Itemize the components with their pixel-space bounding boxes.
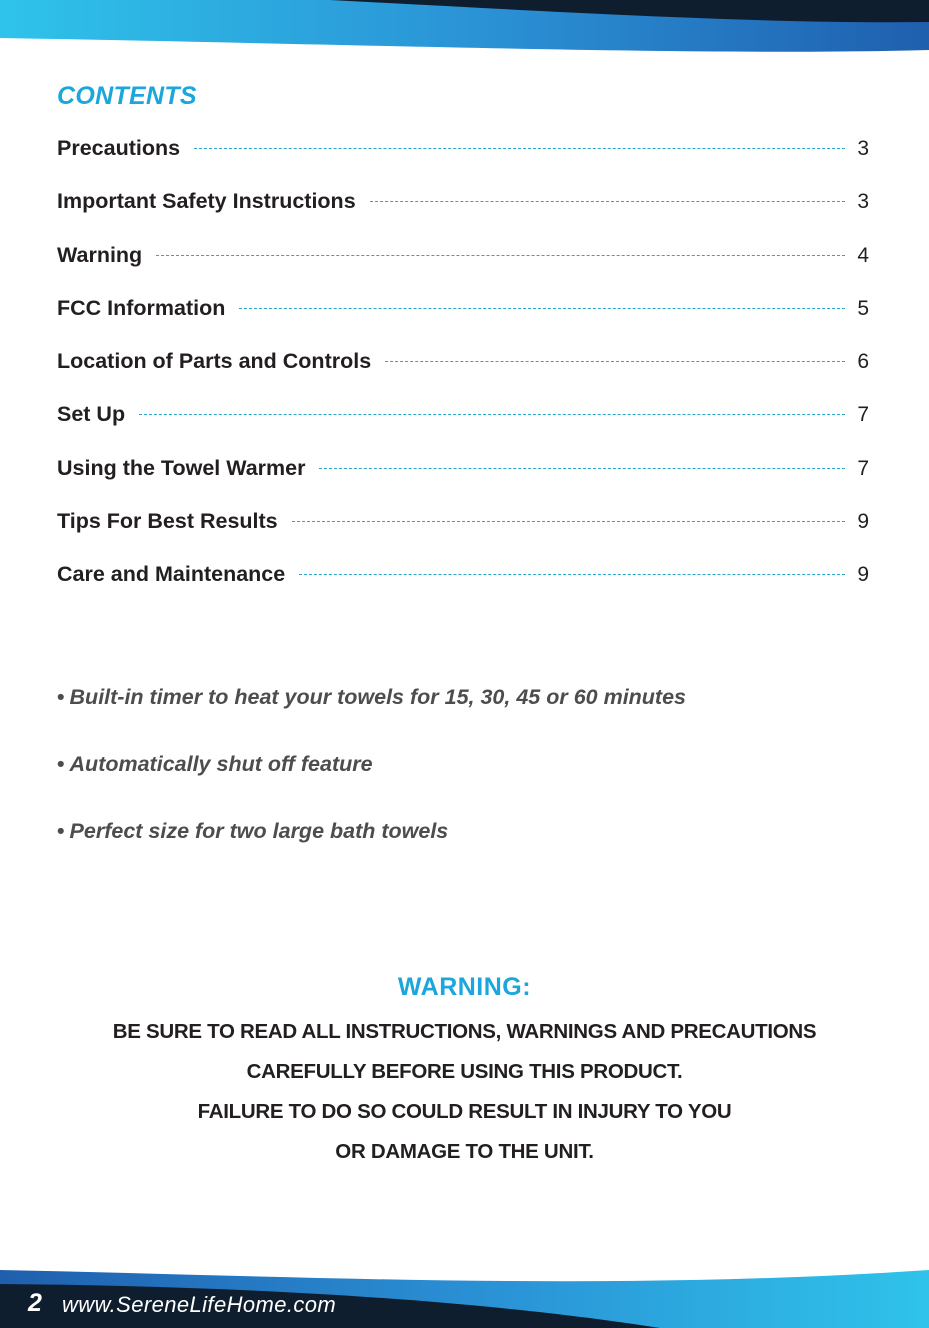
toc-entry-label: Important Safety Instructions — [57, 189, 356, 214]
bullet-icon: • — [57, 819, 65, 843]
toc-dotted-leader — [194, 148, 845, 149]
warning-line: BE SURE TO READ ALL INSTRUCTIONS, WARNINGS AND PRECAUTIONS — [112, 1020, 817, 1043]
feature-item — [57, 749, 686, 816]
toc-page-number: 7 — [857, 456, 869, 480]
toc-dotted-leader — [385, 361, 845, 362]
table-of-contents — [57, 136, 869, 616]
toc-entry-label: Warning — [57, 242, 143, 267]
feature-item — [57, 682, 686, 749]
toc-dotted-leader — [139, 414, 845, 415]
toc-page-number: 6 — [857, 350, 869, 374]
toc-entry[interactable] — [57, 136, 869, 189]
warning-heading: WARNING: — [397, 973, 532, 1001]
feature-text: Perfect size for two large bath towels — [69, 819, 449, 843]
bullet-icon: • — [57, 685, 65, 709]
feature-list — [57, 682, 686, 883]
feature-text: Built-in timer to heat your towels for 15, 30, 45 or 60 minutes — [69, 685, 687, 709]
warning-line: FAILURE TO DO SO COULD RESULT IN INJURY TO YOU — [197, 1100, 732, 1123]
toc-entry[interactable] — [57, 243, 869, 296]
feature-item — [57, 816, 686, 883]
toc-entry-label: Using the Towel Warmer — [57, 455, 306, 480]
toc-page-number: 3 — [857, 137, 869, 160]
contents-heading: CONTENTS — [57, 82, 197, 110]
toc-page-number: 7 — [857, 403, 869, 427]
toc-entry-label: Set Up — [57, 402, 126, 427]
toc-page-number: 5 — [857, 296, 869, 320]
toc-dotted-leader — [156, 255, 845, 256]
toc-entry[interactable] — [57, 562, 869, 615]
website-link[interactable]: www.SereneLifeHome.com — [62, 1292, 337, 1317]
toc-entry[interactable] — [57, 296, 869, 349]
toc-entry-label: Location of Parts and Controls — [57, 349, 372, 374]
toc-page-number: 9 — [857, 510, 869, 534]
feature-text: Automatically shut off feature — [69, 752, 373, 776]
warning-line: CAREFULLY BEFORE USING THIS PRODUCT. — [246, 1060, 683, 1083]
toc-page-number: 3 — [857, 190, 869, 214]
toc-page-number: 4 — [857, 243, 869, 267]
toc-entry[interactable] — [57, 456, 869, 509]
warning-message — [0, 1014, 929, 1174]
toc-entry-label: Care and Maintenance — [57, 562, 286, 587]
toc-entry[interactable] — [57, 402, 869, 455]
page-number: 2 — [28, 1289, 42, 1317]
toc-entry[interactable] — [57, 509, 869, 562]
toc-dotted-leader — [299, 574, 845, 575]
toc-dotted-leader — [319, 468, 845, 469]
toc-dotted-leader — [370, 201, 845, 202]
toc-entry[interactable] — [57, 349, 869, 402]
toc-dotted-leader — [292, 521, 845, 522]
toc-entry-label: Precautions — [57, 136, 181, 160]
bullet-icon: • — [57, 752, 65, 776]
toc-entry[interactable] — [57, 189, 869, 242]
toc-dotted-leader — [239, 308, 845, 309]
toc-entry-label: Tips For Best Results — [57, 509, 278, 534]
toc-page-number: 9 — [857, 563, 869, 587]
header-wave-band — [0, 0, 929, 60]
toc-entry-label: FCC Information — [57, 295, 226, 320]
warning-line: OR DAMAGE TO THE UNIT. — [335, 1140, 594, 1163]
